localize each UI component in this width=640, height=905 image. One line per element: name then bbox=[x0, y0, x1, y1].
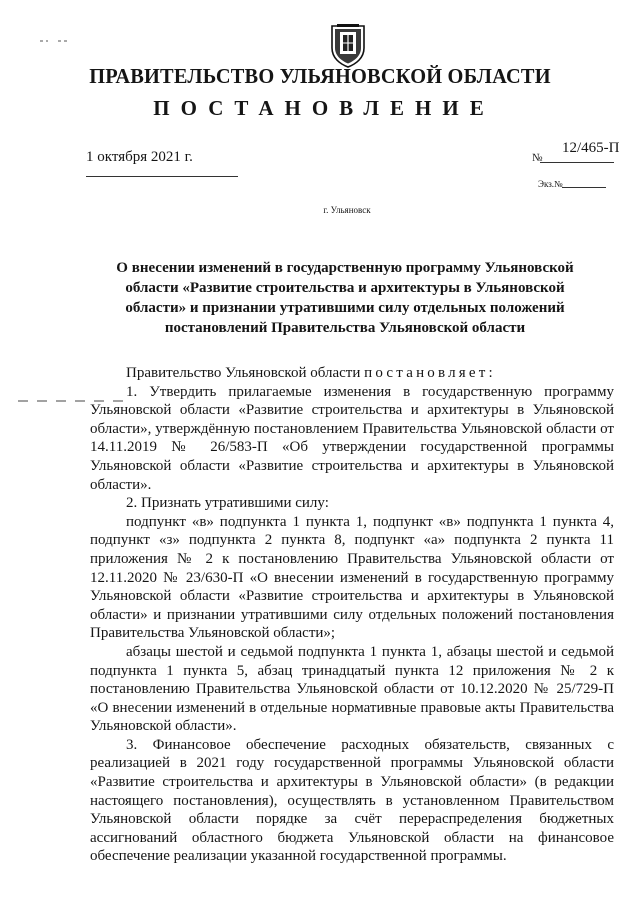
number-underline bbox=[540, 162, 614, 163]
paragraph-2-item-a: подпункт «в» подпункта 1 пункта 1, подпункт «в» подпункта 1 пункта 4, подпункт «з» подпункта 2 пункта 8, подпункт «а» подпункта 2 пункта 11 приложения № 2 к постановлению Правительства Ульяновской области от 12.11.2020 № 23/630-П «О внесении изменений в государственную программу Ульяновской области «Развитие строительства и архитектуры в Ульяновской области» и признании утратившими силу отдельных положений постановления Правительства Ульяновской области»; bbox=[90, 513, 614, 642]
paragraph-3: 3. Финансовое обеспечение расходных обязательств, связанных с реализацией в 2021 году государственной программы Ульяновской области «Развитие строительства и архитектуры в Ульяновской области» (в редакции настоящего постановления), осуществлять в установленном Правительством Ульяновской области порядке за счёт перераспределения бюджетных ассигнований областного бюджета Ульяновской области на финансовое обеспечение реализации указанной государственной программы. bbox=[90, 736, 614, 865]
paragraph-2-item-b: абзацы шестой и седьмой подпункта 1 пункта 1, абзацы шестой и седьмой подпункта 1 пункта 5, абзац тринадцатый пункта 12 приложения № 2 к постановлению Правительства Ульяновской области от 10.12.2020 № 25/729-П «О внесении изменений в отдельные нормативные правовые акты Правительства Ульяновской области». bbox=[90, 643, 614, 735]
document-body bbox=[90, 364, 614, 866]
document-number: 12/465-П bbox=[562, 140, 620, 156]
coat-of-arms-emblem bbox=[328, 22, 368, 68]
number-label: № bbox=[532, 152, 543, 164]
scan-dash-artifact bbox=[40, 38, 70, 44]
copy-number-underline bbox=[562, 187, 606, 188]
city-name: г. Ульяновск bbox=[323, 205, 371, 215]
government-title: ПРАВИТЕЛЬСТВО УЛЬЯНОВСКОЙ ОБЛАСТИ bbox=[89, 64, 551, 88]
intro-paragraph bbox=[90, 364, 614, 383]
document-heading: О внесении изменений в государственную программу Ульяновской области «Развитие строительства и архитектуры в Ульяновской области» и признании утратившими силу отдельных положений постановлений Правительства Ульяновской области bbox=[116, 260, 574, 336]
copy-number-label: Экз.№ bbox=[538, 179, 563, 189]
document-type: ПОСТАНОВЛЕНИЕ bbox=[153, 96, 495, 120]
paragraph-2: 2. Признать утратившими силу: bbox=[126, 495, 329, 512]
date-underline bbox=[86, 176, 238, 177]
intro-verb: постановляет: bbox=[364, 365, 496, 381]
document-date: 1 октября 2021 г. bbox=[86, 149, 193, 165]
intro-subject: Правительство Ульяновской области bbox=[126, 365, 361, 381]
paragraph-1: 1. Утвердить прилагаемые изменения в государственную программу Ульяновской области «Развитие строительства и архитектуры в Ульяновской области», утверждённую постановлением Правительства Ульяновской области от 14.11.2019 № 26/583-П «Об утверждении государственной программы Ульяновской области «Развитие строительства и архитектуры в Ульяновской области». bbox=[90, 383, 614, 493]
